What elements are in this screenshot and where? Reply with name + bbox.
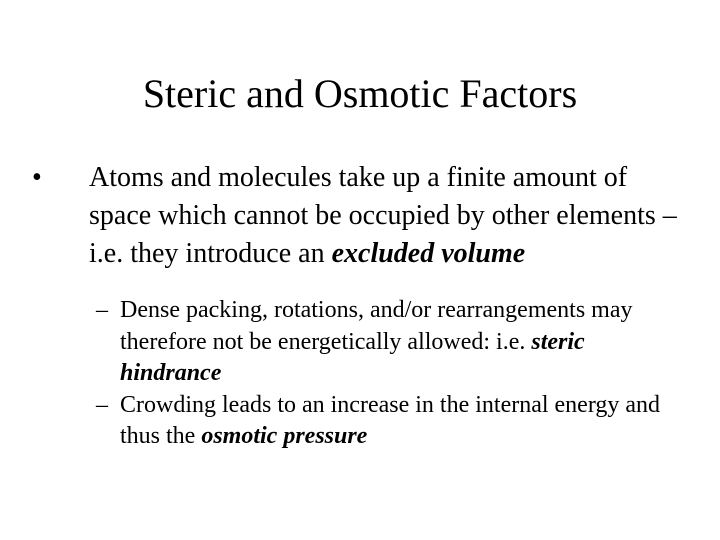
sub-bullet-text: Dense packing, rotations, and/or rearrangements may therefore not be energetically allowed: i.e. [120, 297, 633, 355]
sub-bullet-emphasis: osmotic pressure [201, 423, 368, 449]
bullet-marker: • [32, 162, 42, 193]
bullet-text: Atoms and molecules take up a finite amount of space which cannot be occupied by other elements – i.e. they introduce an [89, 162, 677, 269]
sub-bullet-item [96, 390, 680, 453]
sub-bullet-item [96, 295, 680, 390]
bullet-emphasis: excluded volume [331, 238, 526, 269]
bullet-list [0, 159, 720, 453]
sub-bullet-marker: – [96, 391, 108, 418]
bullet-item [32, 159, 689, 273]
slide-title: Steric and Osmotic Factors [142, 71, 578, 116]
sub-bullet-marker: – [96, 297, 108, 323]
sub-bullet-text: Crowding leads to an increase in the internal energy and thus the [120, 391, 661, 449]
sub-bullet-emphasis: steric hindrance [120, 328, 585, 386]
